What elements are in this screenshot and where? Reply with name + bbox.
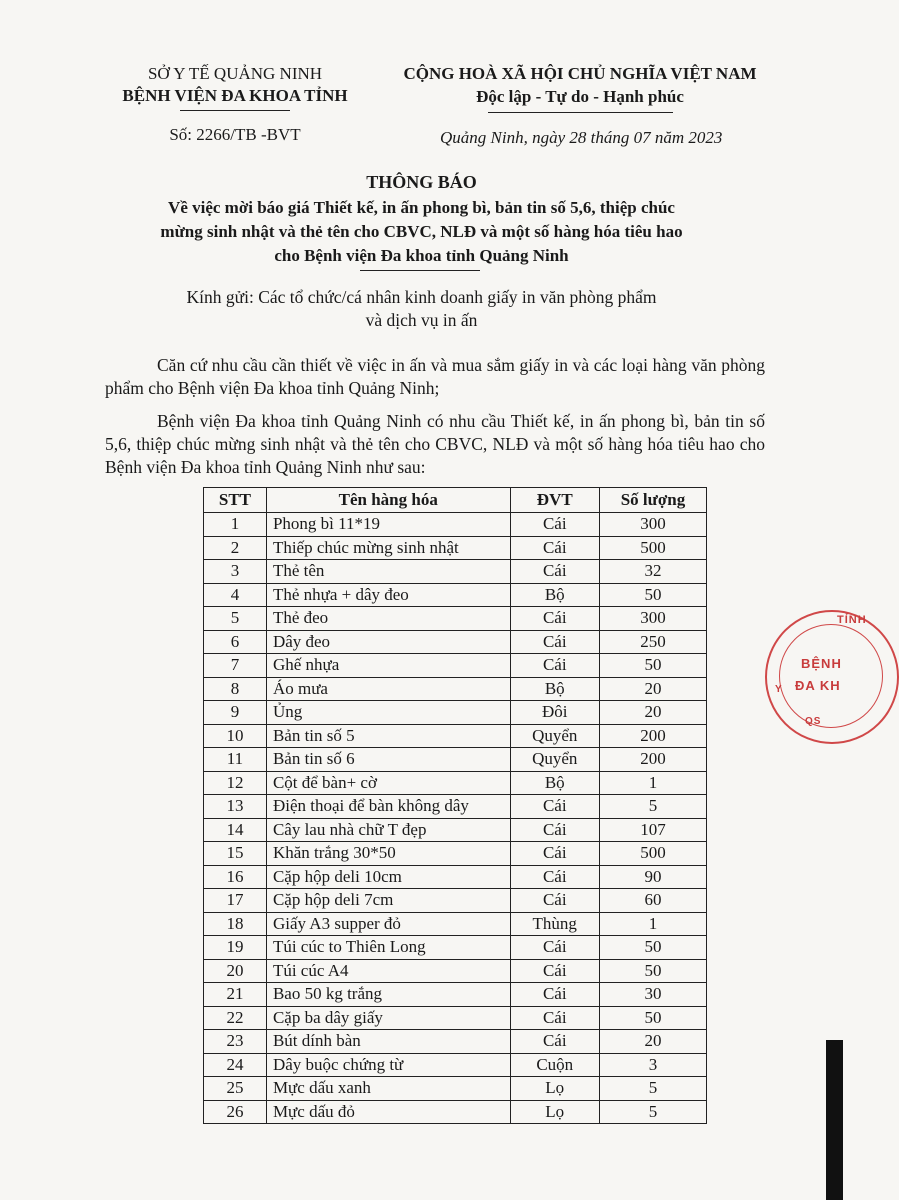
row-item-name: Túi cúc to Thiên Long xyxy=(266,936,510,960)
body-paragraph-1: Căn cứ nhu cầu cần thiết về việc in ấn và mua sắm giấy in và các loại hàng văn phòng phẩm cho Bệnh viện Đa khoa tỉnh Quảng Ninh; xyxy=(105,355,765,398)
notice-subject-line-3: cho Bệnh viện Đa khoa tỉnh Quảng Ninh xyxy=(274,246,569,265)
row-unit: Cái xyxy=(510,536,599,560)
row-stt: 16 xyxy=(204,865,267,889)
row-quantity: 1 xyxy=(599,912,706,936)
row-quantity: 5 xyxy=(599,1100,706,1124)
table-row xyxy=(204,1100,707,1124)
row-unit: Cái xyxy=(510,959,599,983)
row-quantity: 200 xyxy=(599,724,706,748)
row-item-name: Giấy A3 supper đỏ xyxy=(266,912,510,936)
row-stt: 17 xyxy=(204,889,267,913)
row-stt: 15 xyxy=(204,842,267,866)
national-motto: Độc lập - Tự do - Hạnh phúc xyxy=(476,87,684,106)
row-item-name: Thẻ tên xyxy=(266,560,510,584)
row-unit: Cái xyxy=(510,1030,599,1054)
stamp-text-bottom: QS xyxy=(805,716,822,727)
hospital-name: BỆNH VIỆN ĐA KHOA TỈNH xyxy=(122,86,348,105)
table-row xyxy=(204,818,707,842)
row-item-name: Cây lau nhà chữ T đẹp xyxy=(266,818,510,842)
row-quantity: 20 xyxy=(599,677,706,701)
table-row xyxy=(204,583,707,607)
row-item-name: Bút dính bàn xyxy=(266,1030,510,1054)
row-item-name: Ghế nhựa xyxy=(266,654,510,678)
row-stt: 24 xyxy=(204,1053,267,1077)
row-unit: Cái xyxy=(510,889,599,913)
row-quantity: 1 xyxy=(599,771,706,795)
row-stt: 26 xyxy=(204,1100,267,1124)
row-quantity: 50 xyxy=(599,583,706,607)
hospital-underline xyxy=(180,110,290,111)
row-unit: Quyển xyxy=(510,748,599,772)
row-item-name: Dây đeo xyxy=(266,630,510,654)
agency-name: SỞ Y TẾ QUẢNG NINH xyxy=(147,64,323,83)
row-item-name: Cặp ba dây giấy xyxy=(266,1006,510,1030)
table-row xyxy=(204,701,707,725)
table-row xyxy=(204,724,707,748)
row-unit: Cái xyxy=(510,842,599,866)
table-row xyxy=(204,1006,707,1030)
recipient-line-2: và dịch vụ in ấn xyxy=(365,310,478,330)
row-stt: 25 xyxy=(204,1077,267,1101)
row-unit: Cái xyxy=(510,795,599,819)
row-stt: 7 xyxy=(204,654,267,678)
stamp-text-side: Y xyxy=(775,684,783,695)
row-stt: 4 xyxy=(204,583,267,607)
row-item-name: Bản tin số 5 xyxy=(266,724,510,748)
row-quantity: 30 xyxy=(599,983,706,1007)
row-item-name: Cặp hộp deli 10cm xyxy=(266,865,510,889)
row-unit: Cái xyxy=(510,936,599,960)
row-quantity: 5 xyxy=(599,795,706,819)
national-title: CỘNG HOÀ XÃ HỘI CHỦ NGHĨA VIỆT NAM xyxy=(403,64,757,83)
table-row xyxy=(204,654,707,678)
row-unit: Cái xyxy=(510,983,599,1007)
row-quantity: 3 xyxy=(599,1053,706,1077)
motto-underline xyxy=(488,112,673,113)
row-stt: 23 xyxy=(204,1030,267,1054)
table-row xyxy=(204,1077,707,1101)
notice-title: THÔNG BÁO xyxy=(366,172,477,192)
place-date: Quảng Ninh, ngày 28 tháng 07 năm 2023 xyxy=(440,128,723,147)
row-stt: 10 xyxy=(204,724,267,748)
row-stt: 8 xyxy=(204,677,267,701)
row-item-name: Túi cúc A4 xyxy=(266,959,510,983)
row-quantity: 90 xyxy=(599,865,706,889)
table-body xyxy=(204,513,707,1124)
row-unit: Cái xyxy=(510,560,599,584)
table-row xyxy=(204,748,707,772)
row-unit: Cái xyxy=(510,607,599,631)
row-stt: 5 xyxy=(204,607,267,631)
row-quantity: 50 xyxy=(599,936,706,960)
table-row xyxy=(204,1053,707,1077)
row-stt: 21 xyxy=(204,983,267,1007)
table-row xyxy=(204,513,707,537)
row-unit: Thùng xyxy=(510,912,599,936)
row-unit: Cái xyxy=(510,513,599,537)
row-stt: 11 xyxy=(204,748,267,772)
row-quantity: 50 xyxy=(599,654,706,678)
table-row xyxy=(204,560,707,584)
stamp-text-middle: BỆNH xyxy=(801,656,842,671)
official-stamp xyxy=(765,610,899,744)
table-row xyxy=(204,1030,707,1054)
header-item-name: Tên hàng hóa xyxy=(266,488,510,513)
row-unit: Bộ xyxy=(510,583,599,607)
table-row xyxy=(204,771,707,795)
row-quantity: 5 xyxy=(599,1077,706,1101)
table-row xyxy=(204,865,707,889)
row-stt: 1 xyxy=(204,513,267,537)
row-quantity: 300 xyxy=(599,513,706,537)
row-stt: 13 xyxy=(204,795,267,819)
row-unit: Cái xyxy=(510,654,599,678)
row-quantity: 20 xyxy=(599,1030,706,1054)
table-row xyxy=(204,630,707,654)
table-row xyxy=(204,936,707,960)
row-quantity: 300 xyxy=(599,607,706,631)
row-item-name: Bản tin số 6 xyxy=(266,748,510,772)
row-unit: Cái xyxy=(510,630,599,654)
row-item-name: Cặp hộp deli 7cm xyxy=(266,889,510,913)
row-item-name: Điện thoại để bàn không dây xyxy=(266,795,510,819)
row-unit: Cuộn xyxy=(510,1053,599,1077)
recipient-line-1: Kính gửi: Các tổ chức/cá nhân kinh doanh giấy in văn phòng phẩm xyxy=(186,287,657,307)
table-row xyxy=(204,607,707,631)
stamp-inner-ring xyxy=(779,624,883,728)
row-item-name: Thiếp chúc mừng sinh nhật xyxy=(266,536,510,560)
row-stt: 19 xyxy=(204,936,267,960)
row-unit: Cái xyxy=(510,1006,599,1030)
row-quantity: 500 xyxy=(599,842,706,866)
row-quantity: 250 xyxy=(599,630,706,654)
stamp-text-lower: ĐA KH xyxy=(795,678,841,693)
header-unit: ĐVT xyxy=(510,488,599,513)
row-unit: Lọ xyxy=(510,1100,599,1124)
table-row xyxy=(204,912,707,936)
table-row xyxy=(204,677,707,701)
row-quantity: 50 xyxy=(599,1006,706,1030)
row-unit: Bộ xyxy=(510,677,599,701)
notice-subject-line-1: Về việc mời báo giá Thiết kế, in ấn phong bì, bản tin số 5,6, thiệp chúc xyxy=(168,198,675,217)
scan-edge-bar xyxy=(826,1040,843,1200)
row-stt: 3 xyxy=(204,560,267,584)
table-row xyxy=(204,889,707,913)
stamp-text-top: TỈNH xyxy=(837,614,867,626)
row-item-name: Áo mưa xyxy=(266,677,510,701)
row-unit: Quyển xyxy=(510,724,599,748)
table-row xyxy=(204,842,707,866)
row-stt: 18 xyxy=(204,912,267,936)
row-stt: 12 xyxy=(204,771,267,795)
table-row xyxy=(204,983,707,1007)
row-quantity: 50 xyxy=(599,959,706,983)
document-number: Số: 2266/TB -BVT xyxy=(169,125,301,144)
row-item-name: Cột để bàn+ cờ xyxy=(266,771,510,795)
body-paragraph-2: Bệnh viện Đa khoa tỉnh Quảng Ninh có nhu cầu Thiết kế, in ấn phong bì, bản tin số 5,6, thiệp chúc mừng sinh nhật và thẻ tên cho CBVC, NLĐ và một số hàng hóa tiêu hao cho Bệnh viện Đa khoa tỉnh Quảng Ninh như sau: xyxy=(105,411,765,477)
row-item-name: Khăn trắng 30*50 xyxy=(266,842,510,866)
row-quantity: 500 xyxy=(599,536,706,560)
row-item-name: Phong bì 11*19 xyxy=(266,513,510,537)
table-row xyxy=(204,959,707,983)
row-stt: 20 xyxy=(204,959,267,983)
row-quantity: 20 xyxy=(599,701,706,725)
row-unit: Lọ xyxy=(510,1077,599,1101)
row-unit: Bộ xyxy=(510,771,599,795)
row-item-name: Mực dấu xanh xyxy=(266,1077,510,1101)
subject-underline xyxy=(360,270,480,271)
row-unit: Cái xyxy=(510,865,599,889)
row-item-name: Mực dấu đỏ xyxy=(266,1100,510,1124)
row-item-name: Thẻ đeo xyxy=(266,607,510,631)
header-quantity: Số lượng xyxy=(599,488,706,513)
row-unit: Đôi xyxy=(510,701,599,725)
table-row xyxy=(204,536,707,560)
row-quantity: 107 xyxy=(599,818,706,842)
table-header-row xyxy=(204,488,707,513)
row-stt: 6 xyxy=(204,630,267,654)
row-stt: 2 xyxy=(204,536,267,560)
row-quantity: 200 xyxy=(599,748,706,772)
row-stt: 14 xyxy=(204,818,267,842)
row-item-name: Dây buộc chứng từ xyxy=(266,1053,510,1077)
row-stt: 9 xyxy=(204,701,267,725)
row-quantity: 60 xyxy=(599,889,706,913)
header-stt: STT xyxy=(204,488,267,513)
items-table xyxy=(203,487,707,1124)
row-item-name: Thẻ nhựa + dây đeo xyxy=(266,583,510,607)
row-item-name: Bao 50 kg trắng xyxy=(266,983,510,1007)
row-item-name: Ủng xyxy=(266,701,510,725)
table-row xyxy=(204,795,707,819)
row-unit: Cái xyxy=(510,818,599,842)
row-quantity: 32 xyxy=(599,560,706,584)
notice-subject-line-2: mừng sinh nhật và thẻ tên cho CBVC, NLĐ và một số hàng hóa tiêu hao xyxy=(160,222,683,241)
row-stt: 22 xyxy=(204,1006,267,1030)
